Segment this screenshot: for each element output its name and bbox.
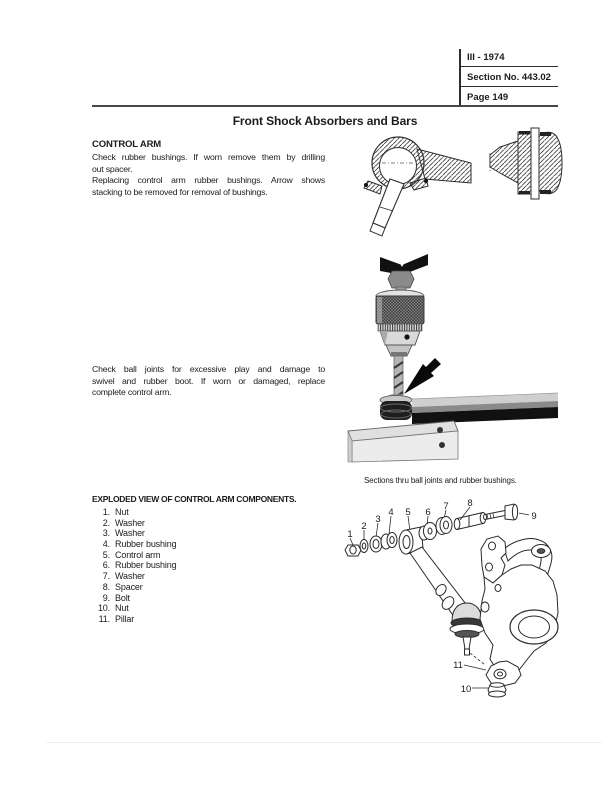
paragraph-line: Check rubber bushings. If worn remove them by drilling [92,152,325,162]
paragraph-line: out spacer. [92,163,133,174]
callout-5: 5 [405,507,411,518]
drill-chuck [376,290,424,356]
rubber-bushing-stack [380,394,412,420]
figure-ball-joint-section [357,135,473,238]
parts-list-item [92,614,176,625]
parts-list-item [92,528,176,539]
item-label: Washer [115,517,145,528]
header-box-rule-2 [459,86,558,87]
paragraph-line: Check ball joints for excessive play and damage to [92,364,325,374]
header-box-rule-1 [459,66,558,67]
parts-list-item [92,571,176,582]
figure-caption: Sections thru ball joints and rubber bushings. [364,476,517,485]
item-number: 4. [102,539,110,550]
part-bushing-6 [419,523,437,541]
item-label: Nut [115,603,129,614]
item-number: 8. [102,581,110,592]
parts-list [92,507,176,625]
drill-spindle-fork [380,253,428,295]
item-label: Bolt [115,592,130,603]
inner-pin [531,128,539,199]
header-box-vertical-rule [459,49,461,107]
assembly-dashed-line [470,653,485,665]
part-nut-10 [488,683,506,697]
outer-sleeve [518,131,531,195]
item-label: Nut [115,507,129,517]
parts-list-item [92,518,176,529]
paragraph-line: stacking to be removed for removal of bushings. [92,187,268,198]
control-arm-bar [412,393,558,424]
section-number-label: Section No. 443.02 [467,72,551,83]
callout-7: 7 [443,501,449,512]
callout-10: 10 [460,684,472,695]
item-label: Rubber bushing [115,560,177,571]
callout-6: 6 [425,507,431,518]
edition-label: III - 1974 [467,52,505,63]
item-number: 5. [102,549,110,560]
item-number: 1. [102,507,110,517]
exploded-view-heading: EXPLODED VIEW OF CONTROL ARM COMPONENTS. [92,494,297,504]
part-bolt-9 [484,504,518,520]
paragraph-line: Replacing control arm rubber bushings. Arrow shows [92,175,325,186]
item-label: Rubber bushing [115,539,177,550]
parts-list-item [92,539,176,550]
callout-1: 1 [347,529,353,540]
callout-4: 4 [388,507,394,518]
paragraph-line: complete control arm. [92,387,172,398]
item-number: 11. [98,613,110,624]
item-number: 7. [102,571,110,582]
parts-list-item [92,582,176,593]
part-nut-1 [345,545,361,556]
part-pillar-11 [480,536,558,686]
header-rule [92,105,558,107]
item-number: 9. [102,592,110,603]
control-arm-heading: CONTROL ARM [92,139,162,150]
part-washer-2 [360,540,368,553]
item-number: 6. [102,560,110,571]
item-label: Washer [115,571,145,582]
rubber-body [539,132,562,194]
parts-list-item [92,560,176,571]
page-title: Front Shock Absorbers and Bars [232,114,418,128]
callout-8: 8 [467,498,473,509]
part-washer-7 [436,517,452,535]
part-bushing-4 [381,533,397,550]
part-washer-3 [370,536,382,552]
item-number: 10. [97,603,110,614]
item-label: Spacer [115,581,143,592]
figure-bushing-section [486,127,612,204]
parts-list-item [92,507,176,518]
scan-edge-line [46,742,602,743]
item-label: Washer [115,528,145,539]
rubber-bushings-paragraph [92,152,325,199]
parts-list-item [92,550,176,561]
ball-joints-paragraph [92,364,325,399]
callout-11: 11 [453,660,463,671]
item-label: Control arm [115,549,161,560]
item-number: 3. [102,528,110,539]
callout-3: 3 [375,514,381,525]
pointer-arrow [404,358,441,394]
ball-joint [450,603,484,655]
parts-list-item [92,593,176,604]
part-spacer-8 [454,513,486,530]
workbench [348,421,458,462]
callout-2: 2 [361,521,367,532]
figure-exploded-diagram [333,493,580,705]
paragraph-line: swivel and rubber boot. If worn or damaged, replace [92,375,325,386]
arm-stub [490,141,518,183]
item-label: Pillar [115,613,135,624]
callout-9: 9 [531,511,537,522]
parts-list-item [92,603,176,614]
item-number: 2. [102,517,110,528]
page-number-label: Page 149 [467,92,509,103]
figure-drilling-photo [344,241,560,463]
